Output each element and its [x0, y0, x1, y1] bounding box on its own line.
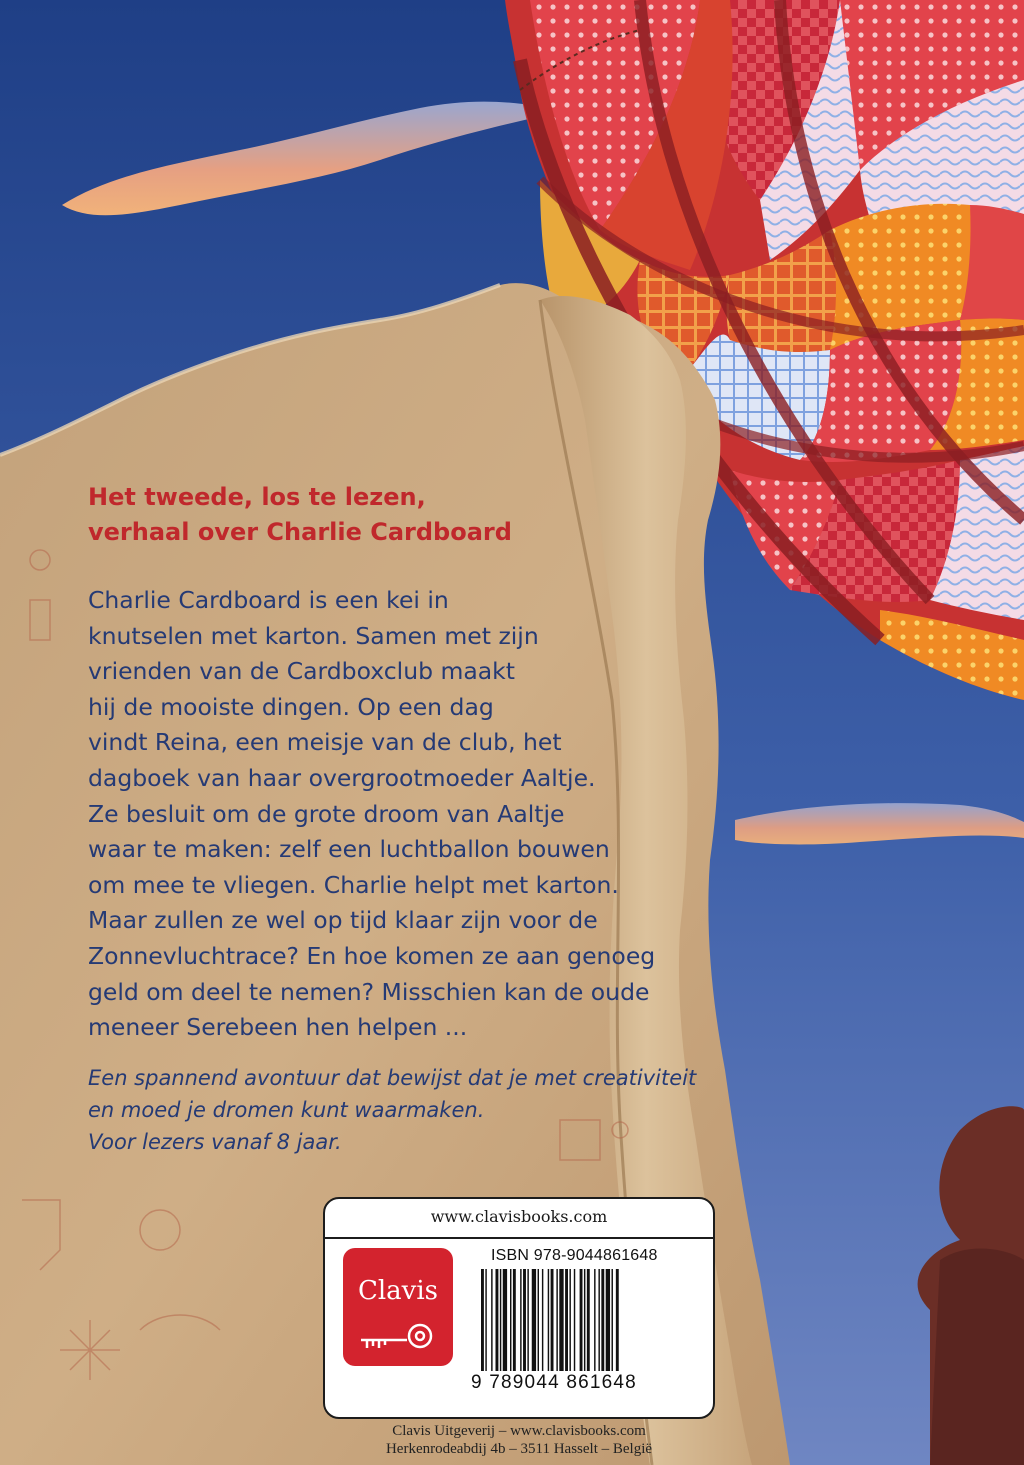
publisher-line: Clavis Uitgeverij – www.clavisbooks.com [392, 1423, 646, 1439]
barcode-bar [584, 1269, 585, 1371]
barcode-bar [510, 1269, 511, 1371]
barcode-bar [601, 1269, 604, 1371]
closing-line: Een spannend avontuur dat bewijst dat je met creativiteit [88, 1066, 697, 1090]
blurb-line: Ze besluit om de grote droom van Aaltje [88, 799, 565, 828]
barcode-bar [496, 1269, 499, 1371]
barcode-bar [594, 1269, 595, 1371]
barcode-bar [542, 1269, 543, 1371]
tagline-line: verhaal over Charlie Cardboard [88, 518, 512, 546]
closing-line: en moed je dromen kunt waarmaken. [88, 1097, 485, 1122]
barcode-bar [574, 1269, 575, 1371]
barcode-bar [587, 1269, 590, 1371]
tagline [88, 480, 568, 550]
blurb-line: Charlie Cardboard is een kei in [88, 586, 449, 614]
barcode-bar [500, 1269, 501, 1371]
barcode-bar [612, 1269, 613, 1371]
barcode-bar [491, 1269, 492, 1371]
closing-statement [88, 1063, 808, 1158]
barcode [481, 1269, 709, 1371]
website-url[interactable]: www.clavisbooks.com [430, 1207, 608, 1226]
barcode-bar [616, 1269, 619, 1371]
closing-line: Voor lezers vanaf 8 jaar. [88, 1129, 342, 1154]
isbn-label: ISBN 978-9044861648 [491, 1247, 658, 1264]
barcode-bar [513, 1269, 516, 1371]
publisher-info-box [323, 1197, 715, 1419]
barcode-bar [556, 1269, 557, 1371]
barcode-bar [538, 1269, 539, 1371]
blurb-line: vrienden van de Cardboxclub maakt [88, 657, 515, 686]
barcode-bar [523, 1269, 526, 1371]
blurb-line: om mee te vliegen. Charlie helpt met karton. [88, 870, 619, 899]
blurb-line: geld om deel te nemen? Misschien kan de oude [88, 977, 650, 1006]
publisher-address [323, 1422, 715, 1458]
blurb-line: dagboek van haar overgrootmoeder Aaltje. [88, 763, 596, 792]
barcode-bar [598, 1269, 599, 1371]
logo-text: Clavis [357, 1276, 439, 1306]
barcode-bar [606, 1269, 610, 1371]
tagline-line: Het tweede, los te lezen, [88, 483, 426, 511]
blurb-line: Maar zullen ze wel op tijd klaar zijn voor de [88, 906, 598, 935]
barcode-bar [485, 1269, 486, 1371]
barcode-bar [565, 1269, 568, 1371]
blurb-line: meneer Serebeen hen helpen ... [88, 1013, 468, 1042]
barcode-bar [580, 1269, 583, 1371]
blurb-line: vindt Reina, een meisje van de club, het [88, 728, 562, 757]
barcode-bar [520, 1269, 521, 1371]
clavis-logo [343, 1248, 453, 1366]
barcode-bar [481, 1269, 484, 1371]
blurb-line: hij de mooiste dingen. Op een dag [88, 692, 494, 721]
barcode-bar [527, 1269, 528, 1371]
barcode-bar [569, 1269, 570, 1371]
barcode-bar [551, 1269, 554, 1371]
barcode-bar [559, 1269, 563, 1371]
blurb-line: waar te maken: zelf een luchtballon bouwen [88, 835, 610, 864]
barcode-bar [532, 1269, 536, 1371]
blurb-line: Zonnevluchtrace? En hoe komen ze aan genoeg [88, 941, 656, 970]
blurb-line: knutselen met karton. Samen met zijn [88, 621, 539, 650]
publisher-line: Herkenrodeabdij 4b – 3511 Hasselt – België [385, 1441, 653, 1457]
blurb [88, 583, 728, 1046]
barcode-bar [503, 1269, 507, 1371]
barcode-digits: 9 789044 861648 [471, 1372, 637, 1393]
key-icon [357, 1318, 439, 1352]
barcode-bar [548, 1269, 549, 1371]
divider [325, 1237, 713, 1239]
